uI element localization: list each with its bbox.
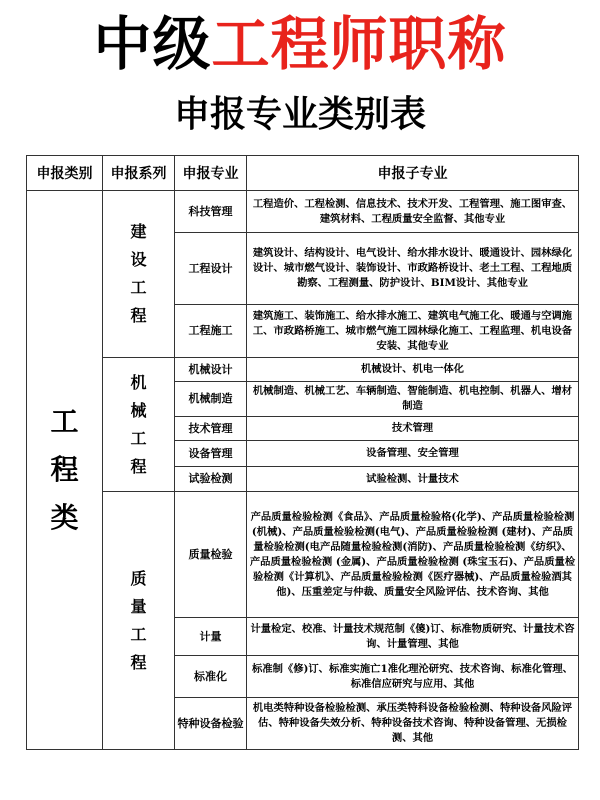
table-row [27,191,579,233]
sub-cell: 设备管理、安全管理 [247,441,579,467]
major-cell: 质量检验 [175,492,247,618]
title-black: 中级 [93,10,212,78]
major-cell: 试验检测 [175,467,247,492]
sub-cell: 建筑施工、装饰施工、给水排水施工、建筑电气施工化、暖通与空调施工、市政路桥施工、城市燃气施工园林绿化施工、工程监理、机电设备安装、其他专业 [247,305,579,358]
specialty-table [26,155,579,750]
major-cell: 机械设计 [175,358,247,382]
major-cell: 特种设备检验 [175,698,247,750]
major-cell: 工程施工 [175,305,247,358]
sub-cell: 试验检测、计量技术 [247,467,579,492]
table-row [27,492,579,618]
sub-cell: 计量检定、校准、计量技术规范制《傻)订、标准物质研究、计量技术咨询、计量管理、其他 [247,618,579,656]
header-category: 申报类别 [27,156,103,191]
series-label: 建 设 工 程 [130,222,147,325]
sub-cell: 机械设计、机电一体化 [247,358,579,382]
page-title [0,8,600,80]
sub-cell: 标准制《修)订、标准实施亡1准化理沦研究、技术咨询、标准化管理、标准信应研究与应用、其他 [247,656,579,698]
major-cell: 机械制造 [175,382,247,417]
sub-cell: 工程造价、工程检测、信息技术、技术开发、工程管理、施工图审查、建筑材料、工程质量安全监督、其他专业 [247,191,579,233]
series-label: 机 械 工 程 [130,372,147,476]
sub-cell: 产品质量检验检测《食品》、产品质量检验格(化学)、产品质量检验检测 (机械)、产品质量检验检测(电气)、产品质量检验检测 (建材)、产品质量检验检测(电产品随量检验检测(消防)、产品质量检验检测《纺织》、产品质量检验检测 (金属)、产品质量检验检测 (珠宝玉石)、产品质量检验检测《计算机》、产品质量检验检测《医疗器械)、产品质量检验酒其他)、压重差定与仲裁、质量安全风险评估、技术咨询、其他 [247,492,579,618]
header-sub: 申报子专业 [247,156,579,191]
table-row [27,358,579,382]
major-cell: 设备管理 [175,441,247,467]
table-header-row [27,156,579,191]
major-cell: 标准化 [175,656,247,698]
major-cell: 科技管理 [175,191,247,233]
major-cell: 计量 [175,618,247,656]
sub-cell: 技术管理 [247,417,579,441]
series-cell-construction [103,191,175,358]
sub-cell: 建筑设计、结构设计、电气设计、给水排水设计、暖通设计、园林绿化设计、城市燃气设计、装饰设计、市政路桥设计、老土工程、工程地质勘察、工程测量、防护设计、BIM设计、其他专业 [247,233,579,305]
series-cell-mechanical [103,358,175,492]
major-cell: 工程设计 [175,233,247,305]
category-cell [27,191,103,750]
category-label: 工 程 类 [50,405,79,534]
title-red: 工程师职称 [211,10,507,78]
sub-cell: 机械制造、机械工艺、车辆制造、智能制造、机电控制、机器人、增材制造 [247,382,579,417]
header-series: 申报系列 [103,156,175,191]
series-label: 质 量 工 程 [130,568,147,672]
sub-cell: 机电类特种设备检验检测、承压类特科设备检验检测、特种设备风险评估、特种设备失效分析、特种设备技术咨询、特种设备管理、无损检测、其他 [247,698,579,750]
major-cell: 技术管理 [175,417,247,441]
series-cell-quality [103,492,175,750]
header-major: 申报专业 [175,156,247,191]
page-subtitle: 申报专业类别表 [173,94,426,135]
